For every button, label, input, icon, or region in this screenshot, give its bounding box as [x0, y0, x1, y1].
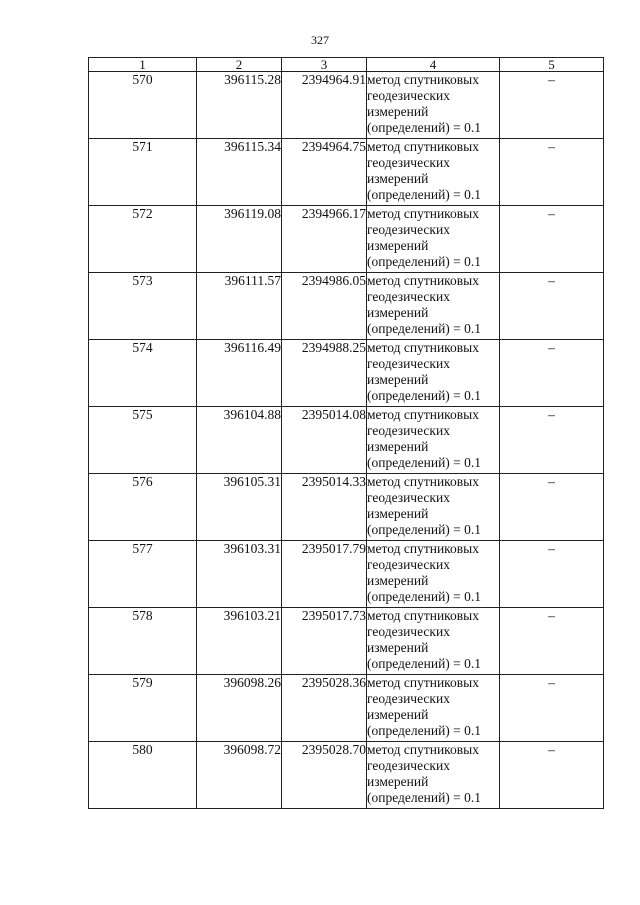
coordinates-table	[88, 57, 604, 809]
method-line: метод спутниковых	[367, 608, 479, 623]
method-line: (определений) = 0.1	[367, 522, 482, 537]
point-number-cell: 580	[89, 742, 197, 809]
method-line: геодезических	[367, 88, 450, 103]
y-coordinate-cell: 2394964.75	[282, 139, 367, 206]
table-row	[89, 139, 604, 206]
point-number-cell: 576	[89, 474, 197, 541]
method-line: измерений	[367, 305, 429, 320]
method-cell	[367, 72, 500, 139]
x-coordinate-cell: 396116.49	[197, 340, 282, 407]
table-row	[89, 675, 604, 742]
method-line: измерений	[367, 774, 429, 789]
table-body	[89, 72, 604, 809]
method-line: (определений) = 0.1	[367, 589, 482, 604]
method-line: (определений) = 0.1	[367, 321, 482, 336]
method-line: измерений	[367, 238, 429, 253]
method-line: геодезических	[367, 490, 450, 505]
method-line: (определений) = 0.1	[367, 254, 482, 269]
note-cell: –	[500, 541, 604, 608]
method-line: (определений) = 0.1	[367, 187, 482, 202]
method-line: геодезических	[367, 557, 450, 572]
method-cell	[367, 608, 500, 675]
method-line: метод спутниковых	[367, 742, 479, 757]
method-line: метод спутниковых	[367, 474, 479, 489]
x-coordinate-cell: 396115.28	[197, 72, 282, 139]
table-row	[89, 474, 604, 541]
method-line: геодезических	[367, 758, 450, 773]
method-line: (определений) = 0.1	[367, 723, 482, 738]
x-coordinate-cell: 396103.31	[197, 541, 282, 608]
method-line: геодезических	[367, 356, 450, 371]
table-row	[89, 340, 604, 407]
y-coordinate-cell: 2395028.70	[282, 742, 367, 809]
method-line: метод спутниковых	[367, 139, 479, 154]
method-line: измерений	[367, 573, 429, 588]
method-cell	[367, 675, 500, 742]
y-coordinate-cell: 2395017.73	[282, 608, 367, 675]
note-cell: –	[500, 139, 604, 206]
method-line: (определений) = 0.1	[367, 656, 482, 671]
method-line: геодезических	[367, 423, 450, 438]
y-coordinate-cell: 2395014.33	[282, 474, 367, 541]
x-coordinate-cell: 396119.08	[197, 206, 282, 273]
method-line: измерений	[367, 506, 429, 521]
x-coordinate-cell: 396098.26	[197, 675, 282, 742]
method-line: геодезических	[367, 624, 450, 639]
note-cell: –	[500, 742, 604, 809]
method-line: метод спутниковых	[367, 206, 479, 221]
note-cell: –	[500, 206, 604, 273]
x-coordinate-cell: 396115.34	[197, 139, 282, 206]
y-coordinate-cell: 2394964.91	[282, 72, 367, 139]
method-line: (определений) = 0.1	[367, 790, 482, 805]
method-line: (определений) = 0.1	[367, 388, 482, 403]
point-number-cell: 571	[89, 139, 197, 206]
method-cell	[367, 474, 500, 541]
y-coordinate-cell: 2394988.25	[282, 340, 367, 407]
y-coordinate-cell: 2394986.05	[282, 273, 367, 340]
note-cell: –	[500, 273, 604, 340]
method-line: геодезических	[367, 691, 450, 706]
method-cell	[367, 541, 500, 608]
note-cell: –	[500, 407, 604, 474]
note-cell: –	[500, 608, 604, 675]
table-row	[89, 541, 604, 608]
y-coordinate-cell: 2395028.36	[282, 675, 367, 742]
method-line: геодезических	[367, 289, 450, 304]
method-line: (определений) = 0.1	[367, 455, 482, 470]
method-cell	[367, 742, 500, 809]
method-line: метод спутниковых	[367, 340, 479, 355]
table-row	[89, 407, 604, 474]
note-cell: –	[500, 340, 604, 407]
point-number-cell: 572	[89, 206, 197, 273]
table-row	[89, 608, 604, 675]
y-coordinate-cell: 2395014.08	[282, 407, 367, 474]
method-line: геодезических	[367, 222, 450, 237]
table-row	[89, 206, 604, 273]
method-line: измерений	[367, 104, 429, 119]
x-coordinate-cell: 396104.88	[197, 407, 282, 474]
point-number-cell: 578	[89, 608, 197, 675]
note-cell: –	[500, 675, 604, 742]
column-header: 2	[197, 58, 282, 72]
method-line: метод спутниковых	[367, 273, 479, 288]
method-cell	[367, 340, 500, 407]
column-header: 1	[89, 58, 197, 72]
column-header: 4	[367, 58, 500, 72]
point-number-cell: 579	[89, 675, 197, 742]
point-number-cell: 577	[89, 541, 197, 608]
table-row	[89, 72, 604, 139]
method-cell	[367, 206, 500, 273]
method-line: метод спутниковых	[367, 541, 479, 556]
point-number-cell: 574	[89, 340, 197, 407]
method-line: измерений	[367, 171, 429, 186]
table-row	[89, 273, 604, 340]
method-cell	[367, 273, 500, 340]
note-cell: –	[500, 474, 604, 541]
method-line: измерений	[367, 372, 429, 387]
point-number-cell: 570	[89, 72, 197, 139]
method-line: измерений	[367, 640, 429, 655]
x-coordinate-cell: 396105.31	[197, 474, 282, 541]
method-line: измерений	[367, 707, 429, 722]
method-line: измерений	[367, 439, 429, 454]
y-coordinate-cell: 2395017.79	[282, 541, 367, 608]
method-cell	[367, 407, 500, 474]
method-cell	[367, 139, 500, 206]
method-line: геодезических	[367, 155, 450, 170]
y-coordinate-cell: 2394966.17	[282, 206, 367, 273]
column-header: 5	[500, 58, 604, 72]
method-line: метод спутниковых	[367, 407, 479, 422]
table-header-row	[89, 58, 604, 72]
point-number-cell: 575	[89, 407, 197, 474]
x-coordinate-cell: 396098.72	[197, 742, 282, 809]
table-row	[89, 742, 604, 809]
x-coordinate-cell: 396103.21	[197, 608, 282, 675]
method-line: (определений) = 0.1	[367, 120, 482, 135]
note-cell: –	[500, 72, 604, 139]
method-line: метод спутниковых	[367, 675, 479, 690]
point-number-cell: 573	[89, 273, 197, 340]
column-header: 3	[282, 58, 367, 72]
page-number: 327	[311, 33, 329, 47]
x-coordinate-cell: 396111.57	[197, 273, 282, 340]
method-line: метод спутниковых	[367, 72, 479, 87]
